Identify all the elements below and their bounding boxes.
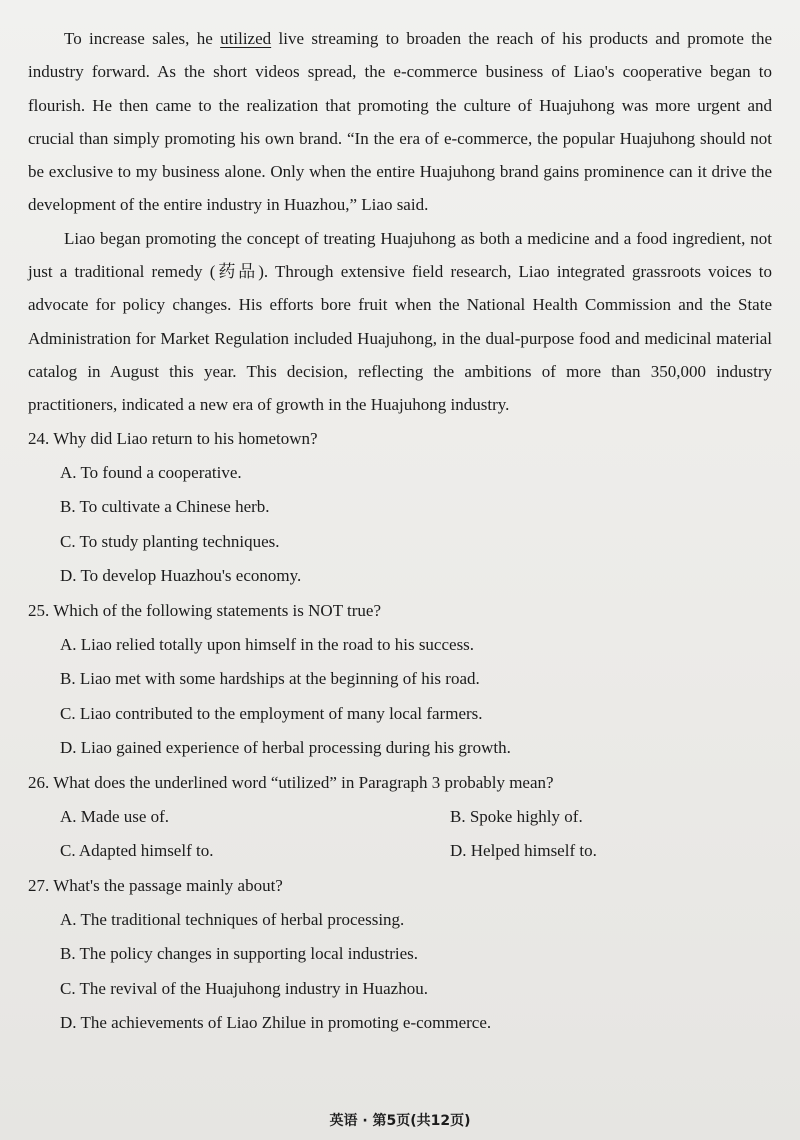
option-c: C. The revival of the Huajuhong industry in Huazhou. (60, 978, 428, 998)
option-row-1 (60, 800, 772, 835)
page-footer: 英语 · 第5页(共12页) (329, 1113, 471, 1129)
paragraph-1-text-start: To increase sales, he (64, 29, 221, 48)
option-d: D. To develop Huazhou's economy. (60, 566, 302, 586)
option-a: A. Made use of. (60, 806, 170, 826)
question-25 (28, 594, 772, 766)
underlined-word: utilized (220, 29, 272, 48)
option-a: A. The traditional techniques of herbal processing. (60, 909, 405, 929)
option-c: C. Adapted himself to. (60, 841, 214, 861)
option-b: B. To cultivate a Chinese herb. (60, 497, 270, 517)
option-d: D. The achievements of Liao Zhilue in promoting e-commerce. (60, 1013, 492, 1033)
paragraph-1 (28, 22, 772, 222)
option-b: B. Spoke highly of. (450, 806, 583, 826)
option-a: A. Liao relied totally upon himself in the road to his success. (60, 634, 475, 654)
option-d: D. Helped himself to. (450, 841, 597, 861)
option-c: C. To study planting techniques. (60, 531, 280, 551)
option-b: B. Liao met with some hardships at the beginning of his road. (60, 669, 480, 689)
question-stem: 27. What's the passage mainly about? (28, 875, 283, 895)
question-stem: 24. Why did Liao return to his hometown? (28, 428, 318, 448)
option-d: D. Liao gained experience of herbal processing during his growth. (60, 738, 511, 758)
question-24 (28, 422, 772, 594)
option-row-2 (60, 834, 772, 869)
option-a: A. To found a cooperative. (60, 462, 242, 482)
option-b: B. The policy changes in supporting local industries. (60, 944, 419, 964)
paragraph-2: Liao began promoting the concept of treating Huajuhong as both a medicine and a food ingredient, not just a traditional remedy (药品). Through extensive field research, Liao integrated grassroots voices to advocate for policy changes. His efforts bore fruit when the National Health Commission and the State Administration for Market Regulation included Huajuhong, in the dual-purpose food and medicinal material catalog in August this year. This decision, reflecting the ambitions of more than 350,000 industry practitioners, indicated a new era of growth in the Huajuhong industry. (28, 228, 772, 415)
question-stem: 26. What does the underlined word “utilized” in Paragraph 3 probably mean? (28, 772, 554, 792)
question-26 (28, 766, 772, 869)
question-27 (28, 869, 772, 1041)
paragraph-1-text-end: live streaming to broaden the reach of his products and promote the industry forward. As the short videos spread, the e-commerce business of Liao's cooperative began to flourish. He then came to the realization that promoting the culture of Huajuhong was more urgent and crucial than simply promoting his own brand. “In the era of e-commerce, the popular Huajuhong should not be exclusive to my business alone. Only when the entire Huajuhong brand gains prominence can it drive the development of the entire industry in Huazhou,” Liao said. (28, 29, 772, 215)
option-c: C. Liao contributed to the employment of many local farmers. (60, 703, 483, 723)
question-stem: 25. Which of the following statements is NOT true? (28, 600, 381, 620)
